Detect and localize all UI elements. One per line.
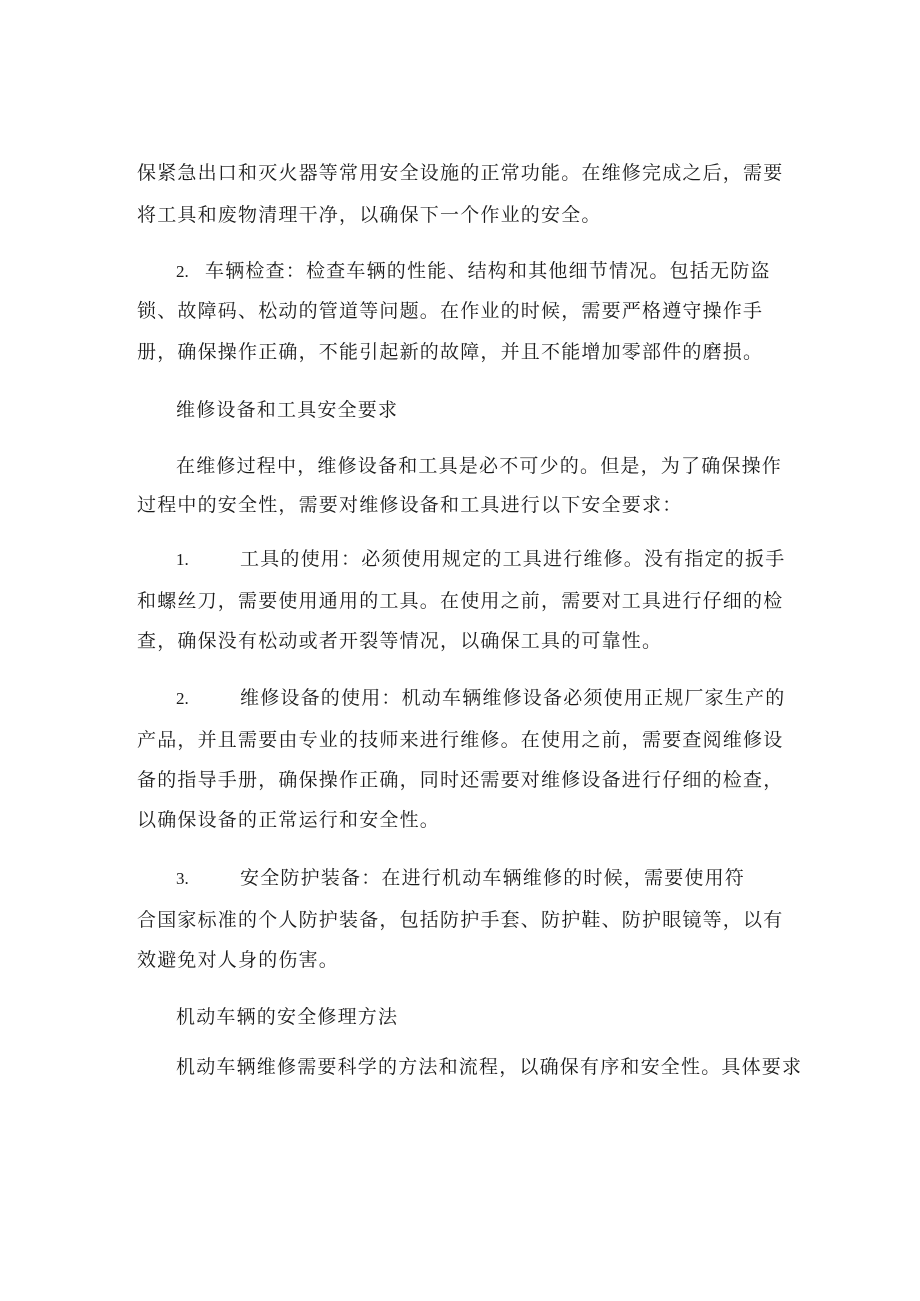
paragraph-line: 查，确保没有松动或者开裂等情况，以确保工具的可靠性。 bbox=[137, 630, 663, 652]
list-number: 2. bbox=[176, 689, 189, 708]
section-heading: 维修设备和工具安全要求 bbox=[176, 399, 399, 421]
paragraph-line: 过程中的安全性，需要对维修设备和工具进行以下安全要求： bbox=[137, 494, 683, 516]
paragraph-line: 车辆检查：检查车辆的性能、结构和其他细节情况。包括无防盗 bbox=[205, 260, 771, 282]
paragraph-line: 合国家标准的个人防护装备，包括防护手套、防护鞋、防护眼镜等，以有 bbox=[137, 909, 784, 931]
paragraph-line: 产品，并且需要由专业的技师来进行维修。在使用之前，需要查阅维修设 bbox=[137, 729, 784, 751]
paragraph-line: 和螺丝刀，需要使用通用的工具。在使用之前，需要对工具进行仔细的检 bbox=[137, 590, 784, 612]
paragraph-line: 工具的使用：必须使用规定的工具进行维修。没有指定的扳手 bbox=[240, 548, 786, 570]
paragraph-line: 备的指导手册，确保操作正确，同时还需要对维修设备进行仔细的检查， bbox=[137, 769, 784, 791]
paragraph-line: 锁、故障码、松动的管道等问题。在作业的时候，需要严格遵守操作手 bbox=[137, 300, 764, 322]
paragraph-line: 安全防护装备：在进行机动车辆维修的时候，需要使用符 bbox=[240, 867, 746, 889]
list-number: 3. bbox=[176, 869, 189, 888]
paragraph-line: 机动车辆维修需要科学的方法和流程，以确保有序和安全性。具体要求 bbox=[176, 1056, 803, 1078]
paragraph-line: 效避免对人身的伤害。 bbox=[137, 949, 340, 971]
paragraph-line: 保紧急出口和灭火器等常用安全设施的正常功能。在维修完成之后，需要 bbox=[137, 162, 784, 184]
paragraph-line: 册，确保操作正确，不能引起新的故障，并且不能增加零部件的磨损。 bbox=[137, 341, 764, 363]
section-heading: 机动车辆的安全修理方法 bbox=[176, 1006, 399, 1028]
paragraph-line: 以确保设备的正常运行和安全性。 bbox=[137, 809, 441, 831]
list-number: 1. bbox=[176, 550, 189, 569]
paragraph-line: 将工具和废物清理干净，以确保下一个作业的安全。 bbox=[137, 204, 602, 226]
list-number: 2. bbox=[176, 262, 189, 281]
paragraph-line: 维修设备的使用：机动车辆维修设备必须使用正规厂家生产的 bbox=[240, 687, 786, 709]
paragraph-line: 在维修过程中，维修设备和工具是必不可少的。但是，为了确保操作 bbox=[176, 455, 783, 477]
